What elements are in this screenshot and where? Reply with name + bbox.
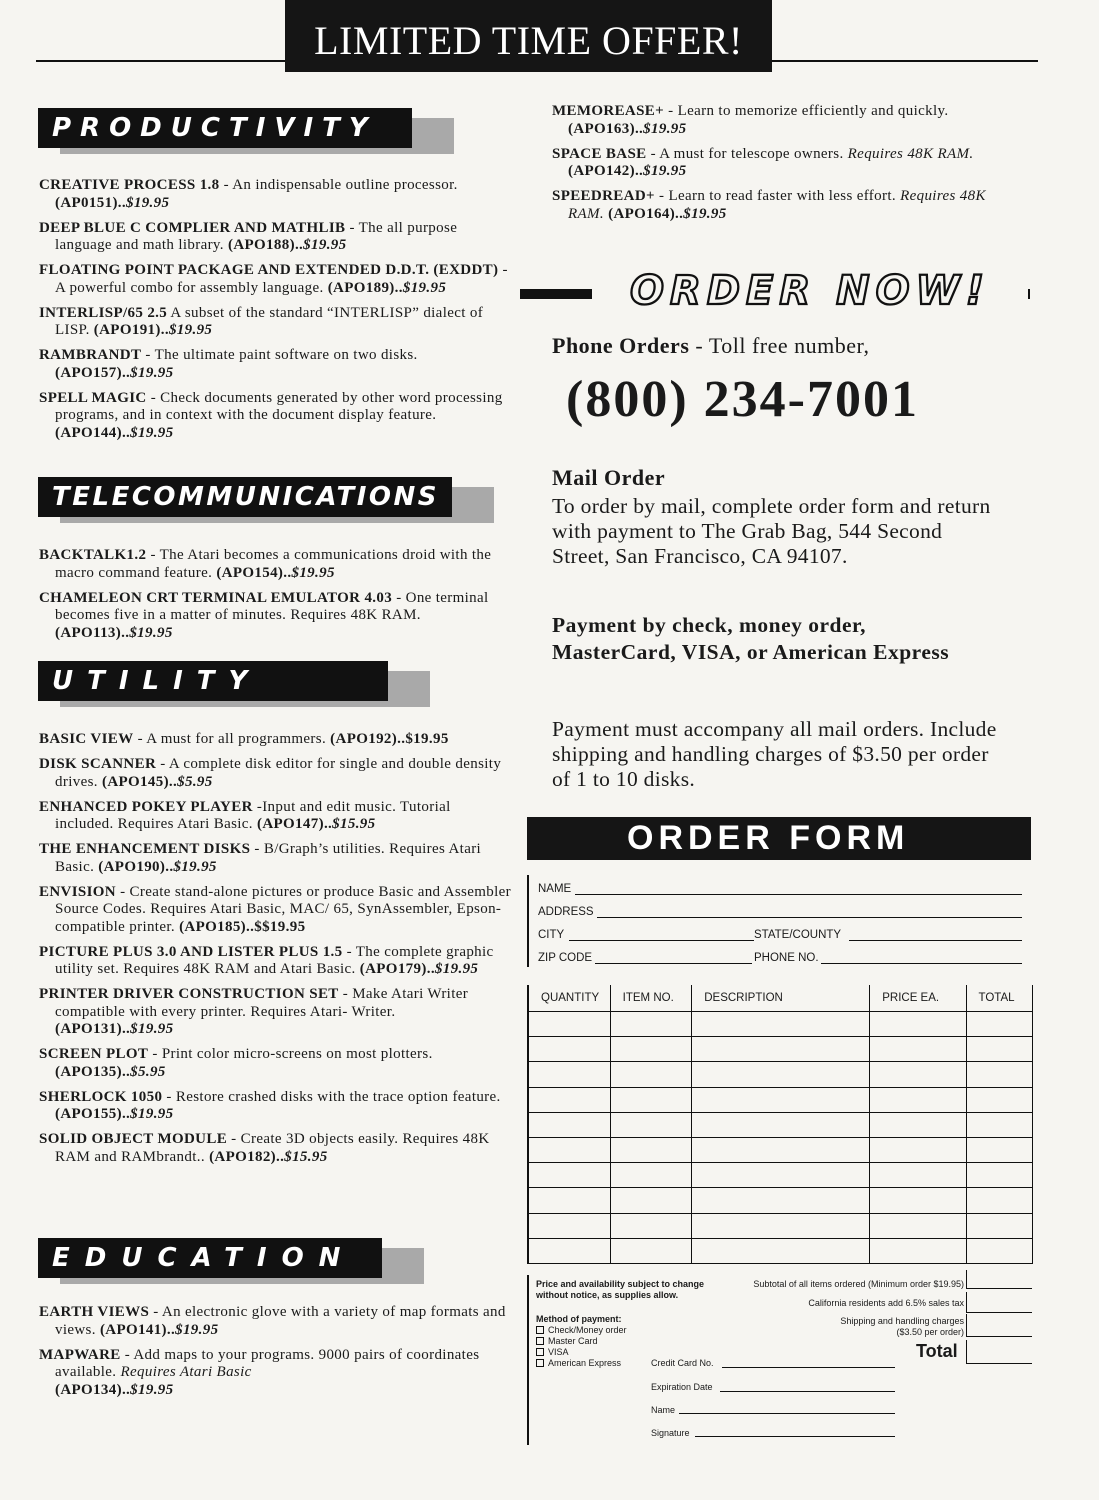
order-cell[interactable] <box>870 1037 966 1062</box>
product-code: (APO189).. <box>327 279 403 296</box>
product-code: (APO154).. <box>216 564 292 581</box>
product-code: (APO163).. <box>568 120 644 137</box>
product-title: INTERLISP/65 2.5 <box>39 304 168 321</box>
order-cell[interactable] <box>610 1137 692 1162</box>
table-row <box>528 1087 1033 1112</box>
subtotal-box[interactable] <box>966 1270 1032 1289</box>
product-code: (APO182).. <box>209 1148 285 1165</box>
product-description: - A powerful combo for assembly language. <box>55 262 508 296</box>
order-cell[interactable] <box>610 1012 692 1037</box>
table-row <box>528 1213 1033 1238</box>
product-description: -Input and edit music. Tutorial included. Requires Atari Basic. <box>55 798 451 832</box>
education-list <box>39 1304 511 1407</box>
order-cell[interactable] <box>692 1112 870 1137</box>
product-subtitle: (EXDDT) <box>429 262 499 278</box>
product-description: - The all purpose language and math library. <box>55 219 458 253</box>
list-item <box>39 1131 511 1166</box>
product-title: DISK SCANNER <box>39 756 157 772</box>
address-field[interactable] <box>527 898 1027 921</box>
order-cell[interactable] <box>528 1062 610 1087</box>
list-item <box>39 986 511 1039</box>
product-price: $15.95 <box>332 816 376 832</box>
product-price: $19.95 <box>126 194 170 211</box>
product-price: $19.95 <box>130 1106 174 1122</box>
column-description: DESCRIPTION <box>692 985 870 1012</box>
name-label: NAME <box>538 883 572 895</box>
table-row <box>528 1012 1033 1037</box>
phone-orders-line <box>552 333 869 359</box>
zip-label: ZIP CODE <box>538 952 593 964</box>
product-price: $19.95 <box>303 237 347 253</box>
utility-list <box>39 731 511 1174</box>
product-code: (APO164).. <box>608 205 684 222</box>
list-item <box>39 884 511 937</box>
product-code: (APO157).. <box>55 364 131 381</box>
order-cell[interactable] <box>966 1213 1032 1238</box>
zip-field[interactable] <box>595 963 752 964</box>
order-cell[interactable] <box>966 1012 1032 1037</box>
order-cell[interactable] <box>528 1188 610 1213</box>
product-description: - Add maps to your programs. 9000 pairs of coordinates available. <box>55 1346 480 1380</box>
product-code: (APO144).. <box>55 424 131 441</box>
product-description: - Create stand-alone pictures or produce Basic and Assembler Source Codes. Requires Atari Basic, MAC/ 65, SynAssembler, Epson-compatible printer. <box>55 883 511 935</box>
product-description: - Check documents generated by other word processing programs, and in context with the document display feature. <box>55 389 503 423</box>
order-cell[interactable] <box>528 1137 610 1162</box>
order-cell[interactable] <box>528 1087 610 1112</box>
order-form-title: ORDER FORM <box>527 817 1031 860</box>
product-description: A subset of the standard “INTERLISP” dialect of LISP. <box>55 304 484 338</box>
product-title: PICTURE PLUS 3.0 AND LISTER PLUS 1.5 <box>39 943 343 960</box>
method-visa[interactable]: VISA <box>536 1347 627 1358</box>
phone-orders-label: Phone Orders <box>552 333 690 358</box>
payment-methods <box>536 1314 627 1369</box>
product-code: (APO113).. <box>55 624 130 641</box>
product-description: - Create 3D objects easily. Requires 48K RAM and RAMbrandt.. <box>55 1131 490 1165</box>
product-price: $19.95 <box>130 424 174 441</box>
total-label: Total <box>916 1341 958 1361</box>
list-item <box>552 103 1012 138</box>
product-title: THE ENHANCEMENT DISKS <box>39 841 251 857</box>
order-cell[interactable] <box>528 1213 610 1238</box>
product-title: ENVISION <box>39 883 116 900</box>
order-cell[interactable] <box>870 1012 966 1037</box>
state-label: STATE/COUNTY <box>754 929 842 941</box>
payment-text: Payment must accompany all mail orders. Include shipping and handling charges of $3.50 per order of 1 to 10 disks. <box>552 717 997 791</box>
signature-field[interactable] <box>695 1436 895 1437</box>
list-item <box>39 944 511 979</box>
product-price: $19.95 <box>129 624 173 641</box>
product-price: $19.95 <box>643 163 687 179</box>
product-description: - A must for all programmers. <box>133 731 331 747</box>
order-cell[interactable] <box>610 1112 692 1137</box>
order-cell[interactable] <box>692 1238 870 1263</box>
table-row <box>528 1037 1033 1062</box>
product-title: SPELL MAGIC <box>39 389 147 406</box>
column-quantity: QUANTITY <box>528 985 610 1012</box>
product-description: - A complete disk editor for single and double density drives. <box>55 756 502 790</box>
table-row <box>528 1163 1033 1188</box>
order-cell[interactable] <box>692 1137 870 1162</box>
product-price: $$19.95 <box>254 918 306 935</box>
product-title: CREATIVE PROCESS 1.8 <box>39 177 220 193</box>
mail-order-heading: Mail Order <box>552 465 666 490</box>
product-code: (APO141).. <box>99 1321 176 1338</box>
product-code: (APO142).. <box>568 163 644 179</box>
product-title: SHERLOCK 1050 <box>39 1088 163 1105</box>
table-row <box>528 1238 1033 1263</box>
order-cell[interactable] <box>528 1012 610 1037</box>
name-field[interactable] <box>527 875 1027 898</box>
product-description: - Restore crashed disks with the trace option feature. <box>162 1088 501 1105</box>
order-cell[interactable] <box>610 1213 692 1238</box>
product-title: FLOATING POINT PACKAGE AND EXTENDED D.D.T. <box>39 262 430 278</box>
product-price: $19.95 <box>434 961 479 977</box>
column-price: PRICE EA. <box>870 985 966 1012</box>
cc-name-field[interactable] <box>679 1413 895 1414</box>
order-cell[interactable] <box>870 1163 966 1188</box>
section-header-productivity: PRODUCTIVITY <box>38 108 412 148</box>
column-item-no: ITEM NO. <box>610 985 692 1012</box>
product-price: $19.95 <box>683 205 727 222</box>
product-description: - One terminal becomes five in a matter of minutes. Requires 48K RAM. <box>55 589 489 623</box>
product-description: - Learn to memorize efficiently and quickly. <box>664 103 949 119</box>
list-item <box>39 390 511 443</box>
product-title: CHAMELEON CRT TERMINAL EMULATOR 4.03 <box>39 589 393 606</box>
order-cell[interactable] <box>692 1213 870 1238</box>
product-code: (APO147).. <box>257 816 333 832</box>
order-cell[interactable] <box>966 1188 1032 1213</box>
product-title: SPACE BASE <box>552 145 647 162</box>
product-code: (APO179).. <box>359 961 435 977</box>
order-cell[interactable] <box>610 1037 692 1062</box>
section-header-telecommunications: TELECOMMUNICATIONS <box>38 477 452 517</box>
table-row <box>528 1137 1033 1162</box>
product-description: - Learn to read faster with less effort. <box>654 188 901 204</box>
page-banner: LIMITED TIME OFFER! <box>285 0 772 72</box>
telecommunications-list <box>39 547 511 650</box>
order-cell[interactable] <box>692 1012 870 1037</box>
order-cell[interactable] <box>692 1087 870 1112</box>
phone-orders-text: - Toll free number, <box>689 333 870 358</box>
order-cell[interactable] <box>870 1062 966 1087</box>
product-title: BACKTALK1.2 <box>39 547 147 563</box>
product-code: (APO145).. <box>101 773 178 790</box>
product-price: $19.95 <box>130 364 174 381</box>
total-box[interactable] <box>966 1340 1032 1364</box>
list-item <box>39 305 511 340</box>
order-cell[interactable] <box>870 1087 966 1112</box>
product-code: (APO134).. <box>55 1381 131 1398</box>
expiration-label: Expiration Date <box>651 1382 713 1392</box>
method-check[interactable]: Check/Money order <box>536 1325 627 1336</box>
list-item <box>39 1347 511 1400</box>
list-item <box>552 146 1012 181</box>
section-header-utility: UTILITY <box>38 661 388 701</box>
order-cell[interactable] <box>870 1137 966 1162</box>
order-cell[interactable] <box>692 1188 870 1213</box>
order-cell[interactable] <box>610 1163 692 1188</box>
cc-name-label: Name <box>651 1405 676 1415</box>
order-cell[interactable] <box>692 1062 870 1087</box>
product-title: PRINTER DRIVER CONSTRUCTION SET <box>39 986 339 1002</box>
expiration-field[interactable] <box>720 1391 895 1392</box>
order-cell[interactable] <box>528 1037 610 1062</box>
product-description: - The Atari becomes a communications droid with the macro command feature. <box>55 547 492 581</box>
order-cell[interactable] <box>966 1062 1032 1087</box>
method-amex[interactable]: American Express <box>536 1358 627 1369</box>
credit-card-label: Credit Card No. <box>651 1358 714 1368</box>
method-mastercard[interactable]: Master Card <box>536 1336 627 1347</box>
order-cell[interactable] <box>610 1238 692 1263</box>
order-items-table <box>527 985 1033 1264</box>
tax-label: California residents add 6.5% sales tax <box>808 1298 964 1308</box>
product-price: $19.95 <box>643 120 687 137</box>
list-item <box>39 262 511 297</box>
product-description: - An indispensable outline processor. <box>219 177 458 193</box>
table-row <box>528 1062 1033 1087</box>
city-label: CITY <box>538 929 565 941</box>
subtotal-label: Subtotal of all items ordered (Minimum order $19.95) <box>753 1279 964 1289</box>
product-description: - The ultimate paint software on two disks. <box>141 347 418 363</box>
product-title: DEEP BLUE C COMPLIER AND MATHLIB <box>39 219 346 236</box>
right-column-list <box>552 103 1012 231</box>
order-cell[interactable] <box>966 1112 1032 1137</box>
product-title: RAMBRANDT <box>39 347 142 363</box>
tax-box[interactable] <box>966 1292 1032 1313</box>
product-title: SPEEDREAD+ <box>552 188 655 204</box>
phone-number: (800) 234-7001 <box>566 371 919 428</box>
product-title: MAPWARE <box>39 1346 121 1363</box>
product-title: MEMOREASE+ <box>552 103 665 119</box>
order-now-banner: ORDER NOW! <box>520 268 1030 314</box>
list-item <box>39 547 511 582</box>
price-notice: Price and availability subject to change without notice, as supplies allow. <box>536 1279 705 1300</box>
phone-field[interactable] <box>821 963 1022 964</box>
signature-label: Signature <box>651 1428 690 1438</box>
table-row <box>528 1112 1033 1137</box>
order-cell[interactable] <box>966 1137 1032 1162</box>
product-price: $19.95 <box>168 322 213 338</box>
order-cell[interactable] <box>610 1087 692 1112</box>
product-description: - The complete graphic utility set. Requires 48K RAM and Atari Basic. <box>55 943 494 977</box>
product-price: $19.95 <box>291 564 335 581</box>
column-total: TOTAL <box>966 985 1032 1012</box>
product-price: $5.95 <box>130 1063 166 1080</box>
payment-heading: Payment by check, money order, MasterCard, VISA, or American Express <box>552 613 950 664</box>
product-requirement: Requires Atari Basic <box>120 1364 252 1380</box>
product-code: (APO190).. <box>98 858 174 875</box>
address-label: ADDRESS <box>538 906 594 918</box>
order-cell[interactable] <box>966 1087 1032 1112</box>
order-cell[interactable] <box>966 1163 1032 1188</box>
product-description: - Make Atari Writer compatible with every printer. Requires Atari- Writer. <box>55 986 469 1020</box>
list-item <box>39 1046 511 1081</box>
list-item <box>39 731 511 749</box>
product-description: - Print color micro-screens on most plotters. <box>148 1046 433 1062</box>
order-cell[interactable] <box>528 1163 610 1188</box>
table-row <box>528 1188 1033 1213</box>
order-cell[interactable] <box>692 1163 870 1188</box>
product-title: BASIC VIEW <box>39 731 134 747</box>
mail-order-text: To order by mail, complete order form and return with payment to The Grab Bag, 544 Second Street, San Francisco, CA 94107. <box>552 494 991 568</box>
shipping-box[interactable] <box>966 1314 1032 1337</box>
product-code: (APO131).. <box>55 1021 131 1037</box>
order-cell[interactable] <box>870 1238 966 1263</box>
product-code: (APO188).. <box>228 237 304 253</box>
list-item <box>39 220 511 255</box>
list-item <box>39 841 511 876</box>
city-field[interactable] <box>569 940 754 941</box>
city-state-row <box>527 921 1027 944</box>
order-cell[interactable] <box>692 1037 870 1062</box>
zip-phone-row <box>527 944 1027 967</box>
product-description: - B/Graph’s utilities. Requires Atari Basic. <box>55 841 482 875</box>
productivity-list <box>39 177 511 450</box>
product-price: $19.95 <box>173 858 217 875</box>
table-header <box>528 985 1033 1012</box>
order-cell[interactable] <box>610 1188 692 1213</box>
product-code: (APO135).. <box>55 1063 131 1080</box>
product-code: (APO191).. <box>93 322 169 338</box>
address-fields <box>527 875 1027 967</box>
credit-card-field[interactable] <box>722 1367 895 1368</box>
product-price: $19.95 <box>405 731 449 747</box>
product-price: $19.95 <box>402 279 447 296</box>
product-requirement: Requires 48K RAM. <box>847 145 974 162</box>
order-cell[interactable] <box>870 1188 966 1213</box>
product-title: SCREEN PLOT <box>39 1046 149 1062</box>
product-price: $19.95 <box>130 1381 174 1398</box>
product-title: EARTH VIEWS <box>39 1304 150 1320</box>
order-cell[interactable] <box>966 1238 1032 1263</box>
list-item <box>39 799 511 834</box>
product-price: $15.95 <box>284 1148 328 1165</box>
section-header-education: EDUCATION <box>38 1238 382 1278</box>
list-item <box>39 1089 511 1124</box>
order-cell[interactable] <box>610 1062 692 1087</box>
form-left-rule <box>527 1275 529 1445</box>
state-field[interactable] <box>849 940 1022 941</box>
product-code: (AP0151).. <box>55 194 126 211</box>
list-item <box>39 347 511 382</box>
product-description: - An electronic glove with a variety of map formats and views. <box>55 1304 506 1338</box>
product-code: (APO192).. <box>330 731 406 747</box>
product-code: (APO155).. <box>55 1106 131 1122</box>
product-price: $19.95 <box>175 1321 219 1338</box>
order-cell[interactable] <box>966 1037 1032 1062</box>
order-cell[interactable] <box>528 1238 610 1263</box>
product-price: $5.95 <box>177 773 213 790</box>
list-item <box>39 1304 511 1339</box>
list-item <box>552 188 1012 223</box>
order-cell[interactable] <box>870 1213 966 1238</box>
list-item <box>39 177 511 212</box>
phone-label: PHONE NO. <box>754 952 819 964</box>
product-title: SOLID OBJECT MODULE <box>39 1131 228 1147</box>
product-requirement: Requires 48K RAM. <box>568 188 986 222</box>
list-item <box>39 590 511 643</box>
product-code: (APO185).. <box>179 918 255 935</box>
list-item <box>39 756 511 791</box>
method-label: Method of payment: <box>536 1314 622 1324</box>
product-description: - A must for telescope owners. <box>646 145 848 162</box>
product-price: $19.95 <box>130 1021 174 1037</box>
order-cell[interactable] <box>528 1112 610 1137</box>
product-title: ENHANCED POKEY PLAYER <box>39 798 253 815</box>
shipping-label: Shipping and handling charges ($3.50 per order) <box>840 1316 964 1337</box>
order-cell[interactable] <box>870 1112 966 1137</box>
